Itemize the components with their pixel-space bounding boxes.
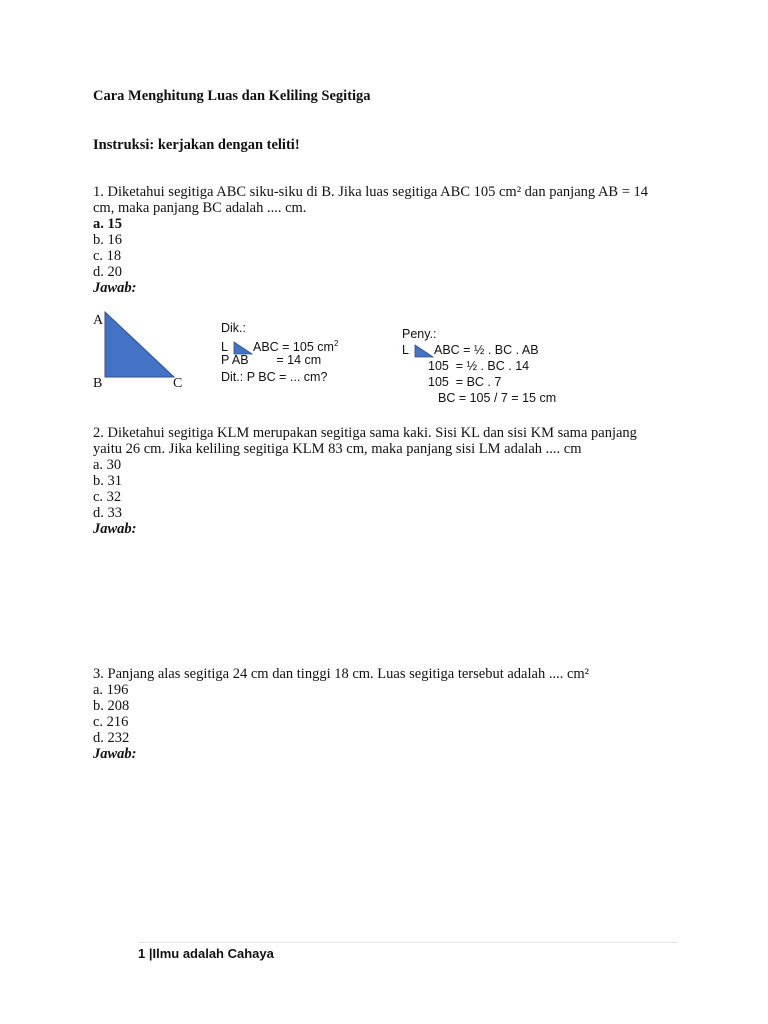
triangle-icon xyxy=(412,344,434,358)
footer-divider xyxy=(138,942,678,943)
dik-area-value: ABC = 105 cm xyxy=(252,340,334,355)
peny-step-3: 105 = BC . 7 xyxy=(428,375,502,389)
question-2-option-d: d. 33 xyxy=(93,505,122,521)
peny-area-prefix: L xyxy=(402,343,409,357)
question-1-option-a: a. 15 xyxy=(93,216,122,232)
question-3-option-c: c. 216 xyxy=(93,714,129,730)
question-2-text-line2: yaitu 26 cm. Jika keliling segitiga KLM 83 cm, maka panjang sisi LM adalah .... cm xyxy=(93,441,582,457)
question-3-option-b: b. 208 xyxy=(93,698,130,714)
question-2-jawab: Jawab: xyxy=(93,521,137,537)
dit-line: Dit.: P BC = ... cm? xyxy=(221,370,328,384)
peny-step-4: BC = 105 / 7 = 15 cm xyxy=(438,391,557,405)
question-3-text-line1: 3. Panjang alas segitiga 24 cm dan tinggi 18 cm. Luas segitiga tersebut adalah .... cm² xyxy=(93,666,590,682)
vertex-label-c: C xyxy=(173,376,183,391)
question-1-text-line1: 1. Diketahui segitiga ABC siku-siku di B. Jika luas segitiga ABC 105 cm² dan panjang AB = 14 xyxy=(93,184,649,200)
question-3-option-a: a. 196 xyxy=(93,682,129,698)
question-2-option-a: a. 30 xyxy=(93,457,122,473)
right-triangle-figure xyxy=(104,310,176,380)
peny-area-line xyxy=(402,342,539,358)
question-2-option-c: c. 32 xyxy=(93,489,122,505)
dik-ab-line: P AB = 14 cm xyxy=(221,353,322,367)
peny-area-value: ABC = ½ . BC . AB xyxy=(433,343,539,357)
page-title: Cara Menghitung Luas dan Keliling Segitiga xyxy=(93,88,371,104)
page-footer: 1 |Ilmu adalah Cahaya xyxy=(138,946,274,961)
vertex-label-a: A xyxy=(93,313,104,328)
question-1-option-b: b. 16 xyxy=(93,232,122,248)
question-1-option-d: d. 20 xyxy=(93,264,122,280)
instruction: Instruksi: kerjakan dengan teliti! xyxy=(93,137,300,153)
peny-heading: Peny.: xyxy=(402,327,437,341)
vertex-label-b: B xyxy=(93,376,103,391)
question-1-jawab: Jawab: xyxy=(93,280,137,296)
question-3-jawab: Jawab: xyxy=(93,746,137,762)
question-1-option-c: c. 18 xyxy=(93,248,122,264)
question-2-option-b: b. 31 xyxy=(93,473,122,489)
question-1-text-line2: cm, maka panjang BC adalah .... cm. xyxy=(93,200,307,216)
question-2-text-line1: 2. Diketahui segitiga KLM merupakan segitiga sama kaki. Sisi KL dan sisi KM sama panjang xyxy=(93,425,637,441)
question-3-option-d: d. 232 xyxy=(93,730,130,746)
dik-area-sup: 2 xyxy=(333,339,339,348)
triangle-shape xyxy=(105,312,174,377)
peny-step-2: 105 = ½ . BC . 14 xyxy=(428,359,530,373)
dik-area-prefix: L xyxy=(221,340,228,355)
dik-heading: Dik.: xyxy=(221,321,246,335)
